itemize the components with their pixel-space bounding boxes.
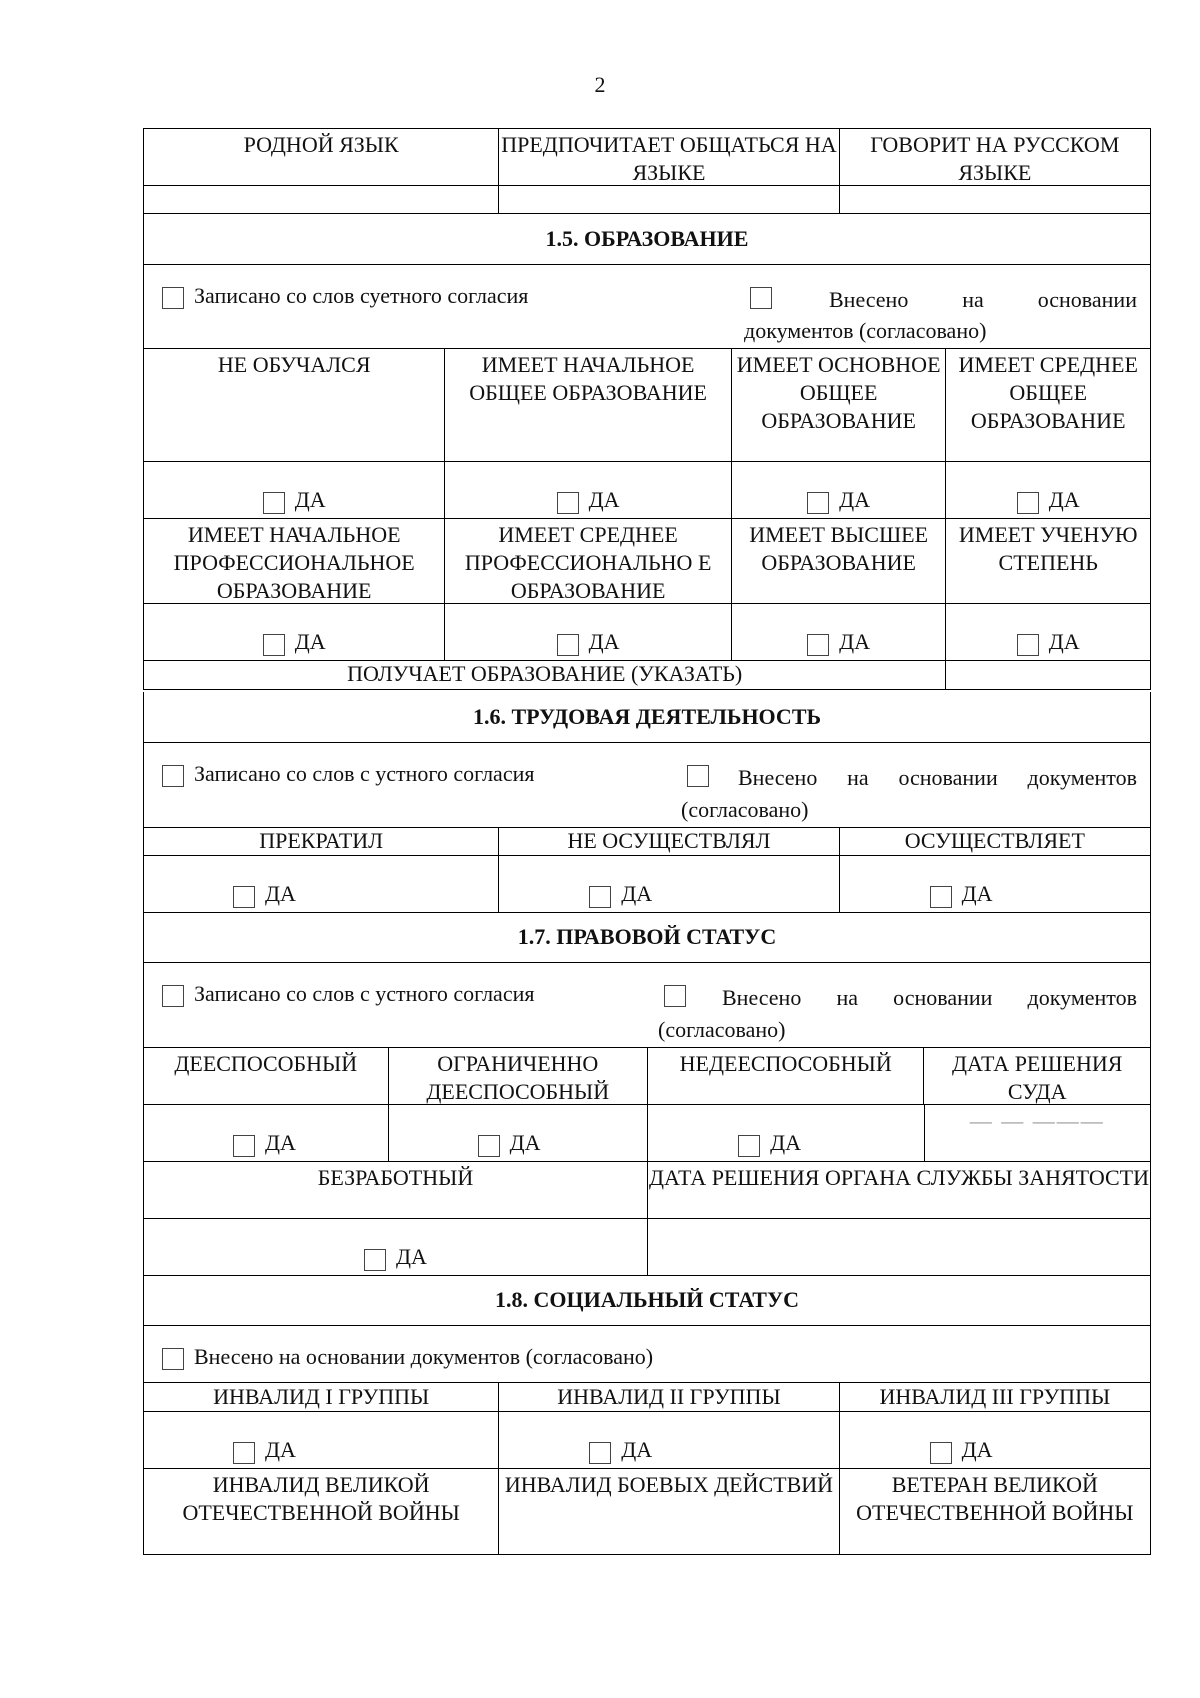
legal-title: 1.7. ПРАВОВОЙ СТАТУС	[144, 912, 1150, 963]
combat-disabled-header: ИНВАЛИД БОЕВЫХ ДЕЙСТВИЙ	[499, 1469, 839, 1554]
source-documents-label: Внесено на основании документов	[722, 985, 1137, 1010]
yes-option[interactable]	[144, 1412, 499, 1468]
checkbox[interactable]	[364, 1249, 386, 1271]
yes-label: ДА	[509, 1130, 541, 1155]
checkbox[interactable]	[233, 1442, 255, 1464]
yes-label: ДА	[621, 1437, 653, 1462]
education-source-note	[144, 265, 1150, 349]
education-title: 1.5. ОБРАЗОВАНИЕ	[144, 213, 1150, 265]
source-documents-label: Внесено на основании	[829, 287, 1137, 312]
incapable-header: НЕДЕЕСПОСОБНЫЙ	[648, 1048, 924, 1104]
ww2-disabled-header: ИНВАЛИД ВЕЛИКОЙ ОТЕЧЕСТВЕННОЙ ВОЙНЫ	[144, 1469, 499, 1554]
capable-header: ДЕЕСПОСОБНЫЙ	[144, 1048, 389, 1104]
checkbox[interactable]	[807, 492, 829, 514]
source-documents-label-cont: (согласовано)	[681, 797, 809, 822]
yes-option[interactable]	[840, 1412, 1150, 1468]
yes-option[interactable]	[144, 1219, 648, 1275]
academic-degree-header: ИМЕЕТ УЧЕНУЮ СТЕПЕНЬ	[958, 522, 1138, 575]
receiving-education-value[interactable]	[946, 661, 1150, 689]
yes-option[interactable]	[144, 604, 445, 660]
disabled-group-3-header: ИНВАЛИД III ГРУППЫ	[879, 1384, 1111, 1409]
limited-capable-header: ОГРАНИЧЕННО ДЕЕСПОСОБНЫЙ	[389, 1048, 648, 1104]
labor-source-note	[144, 743, 1150, 828]
yes-label: ДА	[396, 1244, 427, 1269]
yes-label: ДА	[294, 629, 326, 654]
yes-option[interactable]	[840, 856, 1150, 912]
education-section	[143, 213, 1151, 690]
yes-label: ДА	[839, 487, 871, 512]
checkbox[interactable]	[263, 634, 285, 656]
basic-general-header: ИМЕЕТ ОСНОВНОЕ ОБЩЕЕ ОБРАЗОВАНИЕ	[732, 349, 947, 461]
native-language-value[interactable]	[144, 186, 499, 213]
yes-label: ДА	[839, 629, 871, 654]
disabled-group-2-header: ИНВАЛИД II ГРУППЫ	[499, 1383, 839, 1411]
ww2-veteran-header: ВЕТЕРАН ВЕЛИКОЙ ОТЕЧЕСТВЕННОЙ ВОЙНЫ	[856, 1472, 1134, 1525]
source-verbal-checkbox[interactable]	[162, 765, 184, 787]
yes-label: ДА	[1048, 629, 1080, 654]
disabled-group-1-header: ИНВАЛИД I ГРУППЫ	[144, 1383, 499, 1411]
date-placeholder: — — ———	[969, 1108, 1105, 1133]
checkbox[interactable]	[478, 1135, 500, 1157]
speaks-russian-value[interactable]	[840, 186, 1150, 213]
preferred-language-value[interactable]	[499, 186, 839, 213]
checkbox[interactable]	[1017, 634, 1039, 656]
yes-option[interactable]	[144, 462, 445, 518]
legal-source-note	[144, 963, 1150, 1048]
checkbox[interactable]	[807, 634, 829, 656]
yes-option[interactable]	[499, 856, 839, 912]
yes-option[interactable]	[648, 1105, 925, 1161]
source-documents-label-cont: (согласовано)	[658, 1017, 786, 1042]
source-verbal-label: Записано со слов с устного согласия	[194, 981, 535, 1006]
yes-label: ДА	[961, 1437, 993, 1462]
labor-section	[143, 692, 1151, 913]
source-documents-checkbox[interactable]	[687, 765, 709, 787]
checkbox[interactable]	[557, 492, 579, 514]
yes-option[interactable]	[499, 1412, 839, 1468]
yes-label: ДА	[621, 881, 653, 906]
source-verbal-label: Записано со слов суетного согласия	[194, 283, 529, 308]
checkbox[interactable]	[930, 1442, 952, 1464]
page-number: 2	[594, 72, 606, 97]
social-section	[143, 1275, 1151, 1555]
source-documents-label: Внесено на основании документов	[738, 765, 1137, 790]
employment-service-date-field[interactable]	[648, 1219, 1150, 1275]
languages-table	[143, 128, 1151, 214]
yes-label: ДА	[770, 1130, 802, 1155]
employment-service-date-header: ДАТА РЕШЕНИЯ ОРГАНА СЛУЖБЫ ЗАНЯТОСТИ	[649, 1165, 1149, 1190]
checkbox[interactable]	[1017, 492, 1039, 514]
not-studied-header: НЕ ОБУЧАЛСЯ	[144, 349, 445, 461]
yes-option[interactable]	[946, 462, 1150, 518]
social-title: 1.8. СОЦИАЛЬНЫЙ СТАТУС	[144, 1275, 1150, 1326]
yes-option[interactable]	[732, 604, 947, 660]
labor-title: 1.6. ТРУДОВАЯ ДЕЯТЕЛЬНОСТЬ	[144, 692, 1150, 743]
social-source-note	[144, 1326, 1150, 1383]
yes-option[interactable]	[732, 462, 947, 518]
legal-section	[143, 912, 1151, 1276]
checkbox[interactable]	[930, 886, 952, 908]
checkbox[interactable]	[589, 1442, 611, 1464]
yes-label: ДА	[1048, 487, 1080, 512]
checkbox[interactable]	[738, 1135, 760, 1157]
source-documents-label: Внесено на основании документов (согласовано)	[194, 1344, 654, 1369]
preferred-language-header: ПРЕДПОЧИТАЕТ ОБЩАТЬСЯ НА ЯЗЫКЕ	[499, 129, 839, 185]
checkbox[interactable]	[589, 886, 611, 908]
source-documents-checkbox[interactable]	[162, 1348, 184, 1370]
yes-label: ДА	[265, 1437, 296, 1462]
primary-general-header: ИМЕЕТ НАЧАЛЬНОЕ ОБЩЕЕ ОБРАЗОВАНИЕ	[445, 349, 731, 461]
secondary-general-header: ИМЕЕТ СРЕДНЕЕ ОБЩЕЕ ОБРАЗОВАНИЕ	[958, 352, 1138, 433]
yes-label: ДА	[265, 1130, 296, 1155]
checkbox[interactable]	[233, 886, 255, 908]
checkbox[interactable]	[263, 492, 285, 514]
higher-education-header: ИМЕЕТ ВЫСШЕЕ ОБРАЗОВАНИЕ	[732, 519, 947, 603]
native-language-header: РОДНОЙ ЯЗЫК	[144, 129, 499, 185]
receiving-education-label: ПОЛУЧАЕТ ОБРАЗОВАНИЕ (УКАЗАТЬ)	[144, 661, 946, 689]
yes-label: ДА	[961, 881, 993, 906]
working-header: ОСУЩЕСТВЛЯЕТ	[904, 828, 1085, 853]
yes-option[interactable]	[144, 856, 499, 912]
court-decision-date-header: ДАТА РЕШЕНИЯ СУДА	[952, 1051, 1123, 1104]
yes-option[interactable]	[445, 604, 731, 660]
checkbox[interactable]	[233, 1135, 255, 1157]
yes-option[interactable]	[144, 1105, 389, 1161]
yes-option[interactable]	[445, 462, 731, 518]
yes-label: ДА	[294, 487, 326, 512]
source-documents-label-cont: документов (согласовано)	[744, 318, 987, 343]
checkbox[interactable]	[557, 634, 579, 656]
speaks-russian-header: ГОВОРИТ НА РУССКОМ ЯЗЫКЕ	[870, 132, 1120, 185]
court-decision-date-field[interactable]	[925, 1105, 1150, 1161]
stopped-working-header: ПРЕКРАТИЛ	[144, 828, 499, 855]
unemployed-header: БЕЗРАБОТНЫЙ	[144, 1162, 648, 1218]
source-verbal-label: Записано со слов с устного согласия	[194, 761, 535, 786]
primary-vocational-header: ИМЕЕТ НАЧАЛЬНОЕ ПРОФЕССИОНАЛЬНОЕ ОБРАЗОВАНИЕ	[144, 519, 445, 603]
yes-option[interactable]	[946, 604, 1150, 660]
source-documents-checkbox[interactable]	[750, 287, 772, 309]
yes-option[interactable]	[389, 1105, 649, 1161]
source-verbal-checkbox[interactable]	[162, 287, 184, 309]
yes-label: ДА	[588, 487, 620, 512]
never-worked-header: НЕ ОСУЩЕСТВЛЯЛ	[499, 828, 839, 855]
yes-label: ДА	[265, 881, 296, 906]
source-verbal-checkbox[interactable]	[162, 985, 184, 1007]
secondary-vocational-header: ИМЕЕТ СРЕДНЕЕ ПРОФЕССИОНАЛЬНО Е ОБРАЗОВАНИЕ	[445, 519, 731, 603]
yes-label: ДА	[588, 629, 620, 654]
source-documents-checkbox[interactable]	[664, 985, 686, 1007]
